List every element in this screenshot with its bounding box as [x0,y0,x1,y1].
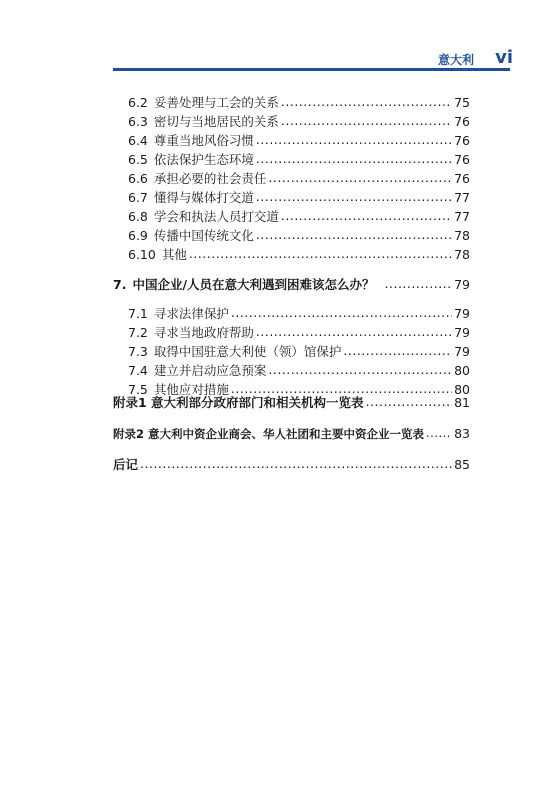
toc-title: 中国企业/人员在意大利遇到困难该怎么办？ [132,277,375,292]
leader-dots [385,276,453,292]
toc-title: 建立并启动应急预案 [153,363,267,378]
toc-number: 6.4 [128,133,148,148]
toc-page: 79 [454,325,470,340]
toc-page: 77 [454,190,470,205]
toc-number: 6.9 [128,228,148,243]
toc-title: 其他 [161,247,187,262]
toc-number: 7.5 [128,382,148,397]
toc-entry-postscript[interactable] [113,457,470,473]
toc-entry-6-9[interactable] [128,228,470,244]
toc-title: 附录1 意大利部分政府部门和相关机构一览表 [113,395,364,410]
toc-page: 79 [454,277,470,292]
leader-dots [256,189,452,205]
running-header-title: 意大利 [437,53,474,67]
leader-dots [366,394,453,410]
toc-number: 7.4 [128,363,148,378]
toc-title: 后记 [113,457,139,472]
toc-entry-6-10[interactable] [128,247,470,263]
leader-dots [189,246,452,262]
toc-entry-7-3[interactable] [128,344,470,360]
toc-entry-7-1[interactable] [128,306,470,322]
toc-title: 密切与当地居民的关系 [153,114,279,129]
toc-entry-6-2[interactable] [128,95,470,111]
toc-entry-7-2[interactable] [128,325,470,341]
toc-page: 78 [454,247,470,262]
toc-title: 依法保护生态环境 [153,152,254,167]
toc-number: 7.2 [128,325,148,340]
toc-page: 76 [454,171,470,186]
leader-dots [256,227,452,243]
toc-page: 78 [454,228,470,243]
toc-number: 6.3 [128,114,148,129]
toc-entry-6-8[interactable] [128,209,470,225]
toc-number: 6.7 [128,190,148,205]
toc-title: 懂得与媒体打交道 [153,190,254,205]
leader-dots [256,132,452,148]
toc-page: 81 [454,395,470,410]
toc-entry-6-3[interactable] [128,114,470,130]
toc-number: 7. [113,277,127,292]
toc-page: 77 [454,209,470,224]
toc-number: 7.1 [128,306,148,321]
toc-entry-6-4[interactable] [128,133,470,149]
toc-page: 79 [454,306,470,321]
toc-page: 75 [454,95,470,110]
toc-number: 6.5 [128,152,148,167]
page-number: vi [495,47,513,68]
toc-page: 79 [454,344,470,359]
toc-title: 学会和执法人员打交道 [153,209,279,224]
leader-dots [343,343,452,359]
toc-entry-6-7[interactable] [128,190,470,206]
toc-page: 80 [454,382,470,397]
leader-dots [140,456,452,472]
toc-number: 6.6 [128,171,148,186]
toc-title: 传播中国传统文化 [153,228,254,243]
leader-dots [426,425,452,441]
toc-page: 76 [454,133,470,148]
toc-title: 承担必要的社会责任 [153,171,267,186]
toc-number: 6.8 [128,209,148,224]
toc-number: 6.2 [128,95,148,110]
header-rule [113,68,510,71]
toc-entry-7-4[interactable] [128,363,470,379]
toc-entry-appendix-1[interactable] [113,395,470,411]
toc-page: 83 [454,426,470,441]
leader-dots [256,151,452,167]
leader-dots [231,305,452,321]
leader-dots [268,362,452,378]
toc-page: 85 [454,457,470,472]
toc-entry-6-5[interactable] [128,152,470,168]
toc-entry-chapter-7[interactable] [113,277,470,293]
toc-title: 其他应对措施 [153,382,229,397]
toc-title: 尊重当地风俗习惯 [153,133,254,148]
leader-dots [281,113,452,129]
toc-title: 寻求当地政府帮助 [153,325,254,340]
leader-dots [281,208,452,224]
toc-number: 7.3 [128,344,148,359]
toc-page: 80 [454,363,470,378]
toc-title: 妥善处理与工会的关系 [153,95,279,110]
toc-page: 76 [454,152,470,167]
toc-entry-appendix-2[interactable] [113,426,470,442]
toc-title: 取得中国驻意大利使（领）馆保护 [153,344,342,359]
leader-dots [268,170,452,186]
toc-entry-6-6[interactable] [128,171,470,187]
toc-title: 寻求法律保护 [153,306,229,321]
leader-dots [256,324,452,340]
leader-dots [281,94,452,110]
toc-number: 6.10 [128,247,156,262]
toc-title: 附录2 意大利中资企业商会、华人社团和主要中资企业一览表 [113,427,425,441]
toc-page: 76 [454,114,470,129]
